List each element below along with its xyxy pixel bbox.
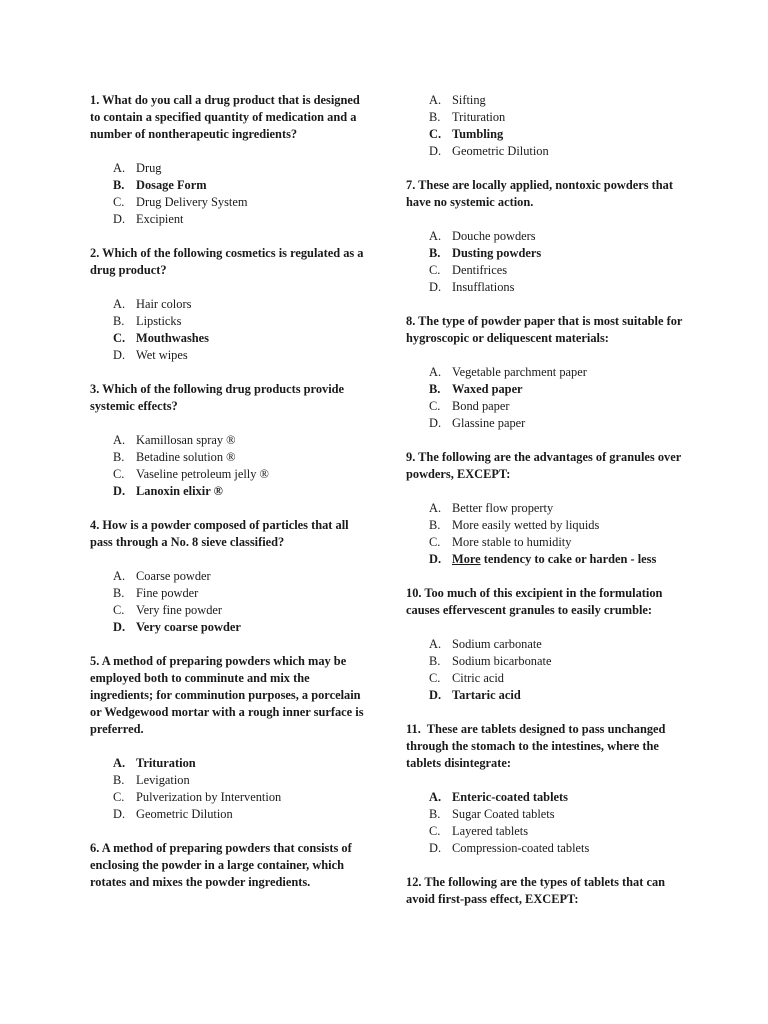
choice-item [406, 823, 696, 840]
choice-letter: B. [113, 773, 125, 787]
choice-item [90, 772, 370, 789]
choice-letter: D. [113, 620, 126, 634]
choice-item-correct [406, 687, 696, 704]
choice-text: Vegetable parchment paper [452, 365, 587, 379]
choice-list [406, 364, 696, 432]
choice-letter: B. [429, 807, 441, 821]
choice-text: Coarse powder [136, 569, 211, 583]
choice-letter: D. [429, 552, 442, 566]
choice-letter: A. [429, 790, 442, 804]
choice-text: Sodium carbonate [452, 637, 542, 651]
question-block-5 [90, 653, 370, 823]
choice-text: Sugar Coated tablets [452, 807, 555, 821]
question-block-4 [90, 517, 370, 636]
choice-list [406, 500, 696, 568]
choice-text: Citric acid [452, 671, 504, 685]
choice-item [406, 670, 696, 687]
choice-text: Bond paper [452, 399, 510, 413]
choice-letter: D. [429, 144, 442, 158]
choice-letter: C. [429, 399, 441, 413]
question-block-10 [406, 585, 696, 704]
choice-text-wrap [452, 551, 656, 568]
choice-list [90, 296, 370, 364]
question-block-12 [406, 874, 696, 908]
choice-list [90, 432, 370, 500]
question-block-11 [406, 721, 696, 857]
choice-text: Lanoxin elixir ® [136, 484, 223, 498]
question-6-choice-list [406, 92, 696, 160]
choice-text: Excipient [136, 212, 184, 226]
choice-text: Compression-coated tablets [452, 841, 590, 855]
choice-item-correct [90, 177, 370, 194]
question-text: 12. The following are the types of tablets that can avoid first-pass effect, EXCEPT: [406, 875, 666, 906]
choice-letter: C. [429, 263, 441, 277]
choice-letter: D. [113, 348, 126, 362]
choice-text: Tartaric acid [452, 688, 521, 702]
choice-item [90, 585, 370, 602]
choice-letter: C. [113, 790, 125, 804]
choice-text: Enteric-coated tablets [452, 790, 568, 804]
question-text: 11. These are tablets designed to pass unchanged through the stomach to the intestines, where the tablets disintegrate: [406, 722, 669, 770]
choice-text: Tumbling [452, 127, 504, 141]
choice-letter: C. [113, 467, 125, 481]
choice-list [90, 160, 370, 228]
choice-item [406, 279, 696, 296]
choice-item [406, 262, 696, 279]
choice-text: Dusting powders [452, 246, 542, 260]
choice-item [406, 636, 696, 653]
choice-letter: A. [113, 161, 126, 175]
choice-text: Geometric Dilution [136, 807, 233, 821]
choice-letter: C. [113, 603, 125, 617]
question-text: 9. The following are the advantages of granules over powders, EXCEPT: [406, 450, 682, 481]
right-column [406, 92, 696, 925]
choice-letter: A. [429, 365, 442, 379]
choice-text: Dosage Form [136, 178, 207, 192]
choice-item [406, 109, 696, 126]
choice-text: Layered tablets [452, 824, 529, 838]
choice-letter: B. [429, 654, 441, 668]
choice-letter: A. [113, 433, 126, 447]
choice-text: Trituration [136, 756, 196, 770]
choice-letter: A. [113, 756, 126, 770]
choice-text: Insufflations [452, 280, 515, 294]
choice-text: Kamillosan spray ® [136, 433, 236, 447]
choice-text: tendency to cake or harden - less [480, 552, 657, 566]
choice-item [406, 653, 696, 670]
choice-text: Vaseline petroleum jelly ® [136, 467, 269, 481]
choice-text: Glassine paper [452, 416, 526, 430]
choice-text: Sodium bicarbonate [452, 654, 552, 668]
choice-item [406, 806, 696, 823]
choice-text: Drug [136, 161, 162, 175]
choice-letter: A. [429, 229, 442, 243]
choice-text: Geometric Dilution [452, 144, 549, 158]
question-block-7 [406, 177, 696, 296]
choice-item [90, 296, 370, 313]
choice-letter: C. [429, 671, 441, 685]
choice-item [406, 143, 696, 160]
choice-text: Wet wipes [136, 348, 188, 362]
choice-letter: C. [429, 535, 441, 549]
question-block-8 [406, 313, 696, 432]
choice-text: Pulverization by Intervention [136, 790, 282, 804]
choice-text: Hair colors [136, 297, 192, 311]
choice-letter: B. [113, 450, 125, 464]
choice-letter: B. [113, 178, 125, 192]
choice-text: Very coarse powder [136, 620, 241, 634]
choice-text-underlined: More [452, 552, 481, 566]
choice-item [90, 160, 370, 177]
choice-letter: B. [429, 382, 441, 396]
choice-text: Fine powder [136, 586, 199, 600]
choice-text: Very fine powder [136, 603, 223, 617]
question-text: 6. A method of preparing powders that consists of enclosing the powder in a large container, which rotates and mixes the powder ingredients. [90, 841, 352, 889]
question-block-6 [90, 840, 370, 891]
choice-text: Betadine solution ® [136, 450, 236, 464]
choice-item [90, 432, 370, 449]
choice-text: Better flow property [452, 501, 554, 515]
question-text: 3. Which of the following drug products provide systemic effects? [90, 382, 345, 413]
choice-letter: D. [429, 280, 442, 294]
choice-letter: D. [113, 484, 126, 498]
choice-item-correct [90, 330, 370, 347]
choice-letter: B. [429, 518, 441, 532]
choice-item [90, 313, 370, 330]
question-text: 1. What do you call a drug product that is designed to contain a specified quantity of medication and a number of nontherapeutic ingredients? [90, 93, 360, 141]
choice-item [406, 228, 696, 245]
question-block-2 [90, 245, 370, 364]
choice-list [90, 755, 370, 823]
choice-text: Mouthwashes [136, 331, 209, 345]
question-text: 10. Too much of this excipient in the formulation causes effervescent granules to easily crumble: [406, 586, 663, 617]
choice-item [90, 466, 370, 483]
choice-letter: D. [429, 416, 442, 430]
choice-item [406, 500, 696, 517]
question-text: 4. How is a powder composed of particles that all pass through a No. 8 sieve classified? [90, 518, 349, 549]
choice-item [406, 92, 696, 109]
choice-text: Levigation [136, 773, 190, 787]
choice-item [406, 398, 696, 415]
choice-item-correct [90, 483, 370, 500]
choice-item [90, 194, 370, 211]
choice-item-correct [406, 245, 696, 262]
choice-letter: A. [429, 501, 442, 515]
choice-text: More stable to humidity [452, 535, 572, 549]
choice-item [90, 789, 370, 806]
choice-item [90, 602, 370, 619]
choice-item-correct [406, 381, 696, 398]
choice-item [90, 449, 370, 466]
choice-item-correct [406, 126, 696, 143]
question-block-1 [90, 92, 370, 228]
choice-letter: C. [429, 127, 442, 141]
choice-letter: D. [113, 212, 126, 226]
choice-item [90, 806, 370, 823]
choice-letter: A. [113, 569, 126, 583]
choice-letter: C. [429, 824, 441, 838]
question-text: 5. A method of preparing powders which may be employed both to comminute and mix the ingredients; for comminution purposes, a porcelain or Wedgewood mortar with a rough inner surface is preferred. [90, 654, 364, 736]
choice-item [406, 364, 696, 381]
choice-letter: A. [429, 93, 442, 107]
choice-text: Sifting [452, 93, 486, 107]
choice-item [406, 534, 696, 551]
choice-text: Lipsticks [136, 314, 182, 328]
choice-letter: B. [429, 110, 441, 124]
choice-item [90, 568, 370, 585]
choice-letter: A. [429, 637, 442, 651]
choice-letter: D. [113, 807, 126, 821]
choice-text: Trituration [452, 110, 506, 124]
choice-text: Dentifrices [452, 263, 508, 277]
question-text: 2. Which of the following cosmetics is regulated as a drug product? [90, 246, 364, 277]
choice-text: Waxed paper [452, 382, 523, 396]
choice-text: More easily wetted by liquids [452, 518, 600, 532]
choice-list [406, 789, 696, 857]
choice-item-correct [406, 551, 696, 568]
choice-letter: B. [113, 586, 125, 600]
question-text: 7. These are locally applied, nontoxic powders that have no systemic action. [406, 178, 673, 209]
question-block-9 [406, 449, 696, 568]
choice-item [90, 347, 370, 364]
choice-item-correct [406, 789, 696, 806]
choice-letter: D. [429, 688, 442, 702]
choice-letter: A. [113, 297, 126, 311]
choice-list [406, 228, 696, 296]
question-block-3 [90, 381, 370, 500]
choice-list [90, 568, 370, 636]
choice-item-correct [90, 619, 370, 636]
choice-item [90, 211, 370, 228]
choice-letter: B. [429, 246, 441, 260]
question-text: 8. The type of powder paper that is most suitable for hygroscopic or deliquescent materials: [406, 314, 683, 345]
choice-item [406, 840, 696, 857]
choice-letter: C. [113, 331, 126, 345]
choice-letter: C. [113, 195, 125, 209]
choice-item [406, 415, 696, 432]
choice-letter: D. [429, 841, 442, 855]
choice-item-correct [90, 755, 370, 772]
choice-text: Drug Delivery System [136, 195, 248, 209]
choice-letter: B. [113, 314, 125, 328]
left-column [90, 92, 370, 908]
choice-text: Douche powders [452, 229, 536, 243]
choice-list [406, 636, 696, 704]
choice-item [406, 517, 696, 534]
